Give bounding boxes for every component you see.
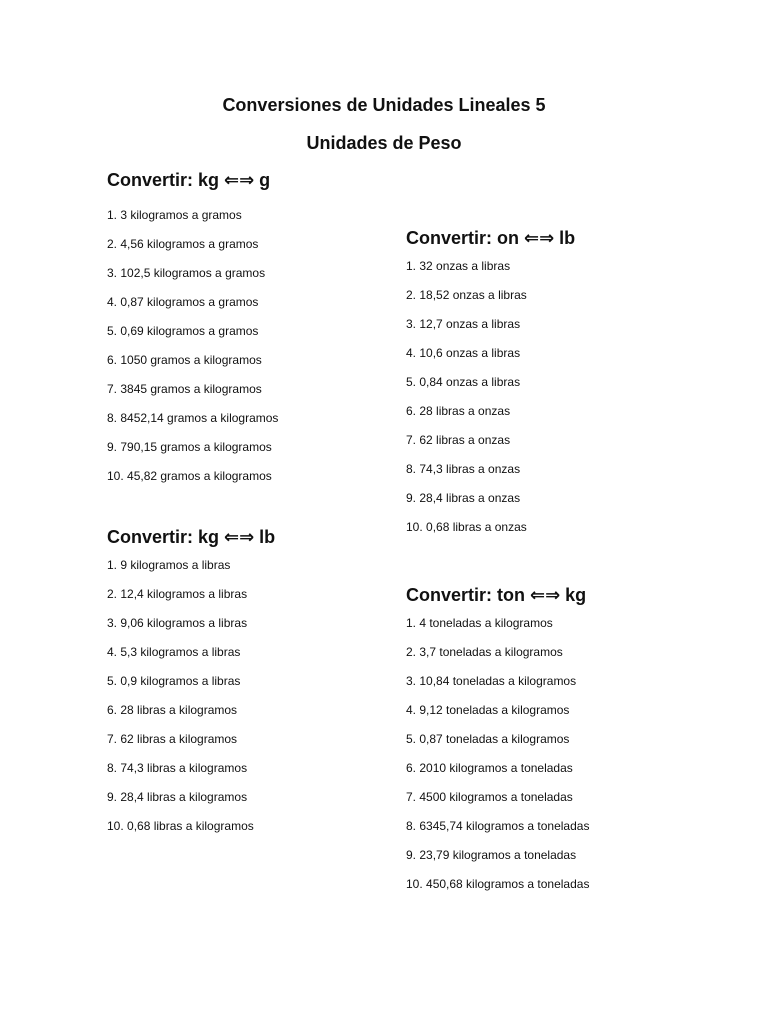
document-subtitle: Unidades de Peso xyxy=(306,133,462,153)
exercise-item: 10. 450,68 kilogramos a toneladas xyxy=(406,877,590,891)
exercise-item: 2. 18,52 onzas a libras xyxy=(406,288,527,302)
exercise-item: 8. 8452,14 gramos a kilogramos xyxy=(107,411,279,425)
exercise-item: 1. 9 kilogramos a libras xyxy=(107,558,231,572)
exercise-item: 4. 0,87 kilogramos a gramos xyxy=(107,295,259,309)
exercise-item: 5. 0,9 kilogramos a libras xyxy=(107,674,241,688)
section-ton-kg xyxy=(406,583,736,899)
exercise-item: 8. 74,3 libras a kilogramos xyxy=(107,761,248,775)
exercise-item: 9. 23,79 kilogramos a toneladas xyxy=(406,848,577,862)
exercise-item: 3. 9,06 kilogramos a libras xyxy=(107,616,248,630)
exercise-item: 6. 28 libras a kilogramos xyxy=(107,703,238,717)
exercise-item: 3. 10,84 toneladas a kilogramos xyxy=(406,674,577,688)
exercise-item: 7. 4500 kilogramos a toneladas xyxy=(406,790,573,804)
exercise-item: 3. 102,5 kilogramos a gramos xyxy=(107,266,266,280)
exercise-item: 5. 0,87 toneladas a kilogramos xyxy=(406,732,570,746)
exercise-item: 2. 4,56 kilogramos a gramos xyxy=(107,237,259,251)
exercise-item: 5. 0,69 kilogramos a gramos xyxy=(107,324,259,338)
section-kg-g xyxy=(107,168,437,491)
exercise-item: 4. 9,12 toneladas a kilogramos xyxy=(406,703,570,717)
document-title: Conversiones de Unidades Lineales 5 xyxy=(222,95,546,115)
exercise-item: 7. 62 libras a onzas xyxy=(406,433,511,447)
exercise-list xyxy=(107,201,437,491)
exercise-item: 9. 28,4 libras a onzas xyxy=(406,491,521,505)
exercise-item: 9. 28,4 libras a kilogramos xyxy=(107,790,248,804)
exercise-item: 6. 28 libras a onzas xyxy=(406,404,511,418)
exercise-item: 4. 5,3 kilogramos a libras xyxy=(107,645,241,659)
exercise-item: 1. 4 toneladas a kilogramos xyxy=(406,616,553,630)
exercise-item: 1. 32 onzas a libras xyxy=(406,259,511,273)
section-heading: Convertir: kg ⇐⇒ lb xyxy=(107,527,276,547)
exercise-item: 10. 0,68 libras a onzas xyxy=(406,520,527,534)
exercise-list xyxy=(406,609,736,899)
exercise-item: 1. 3 kilogramos a gramos xyxy=(107,208,242,222)
exercise-item: 4. 10,6 onzas a libras xyxy=(406,346,521,360)
section-heading: Convertir: kg ⇐⇒ g xyxy=(107,170,271,190)
exercise-item: 5. 0,84 onzas a libras xyxy=(406,375,521,389)
exercise-item: 2. 12,4 kilogramos a libras xyxy=(107,587,248,601)
exercise-item: 9. 790,15 gramos a kilogramos xyxy=(107,440,272,454)
exercise-item: 6. 2010 kilogramos a toneladas xyxy=(406,761,573,775)
section-heading: Convertir: on ⇐⇒ lb xyxy=(406,228,576,248)
section-on-lb xyxy=(406,226,736,542)
exercise-item: 10. 0,68 libras a kilogramos xyxy=(107,819,254,833)
exercise-item: 7. 3845 gramos a kilogramos xyxy=(107,382,262,396)
exercise-item: 7. 62 libras a kilogramos xyxy=(107,732,238,746)
exercise-item: 2. 3,7 toneladas a kilogramos xyxy=(406,645,563,659)
section-kg-lb xyxy=(107,525,437,841)
exercise-item: 10. 45,82 gramos a kilogramos xyxy=(107,469,272,483)
section-heading: Convertir: ton ⇐⇒ kg xyxy=(406,585,587,605)
exercise-item: 8. 74,3 libras a onzas xyxy=(406,462,521,476)
exercise-item: 8. 6345,74 kilogramos a toneladas xyxy=(406,819,590,833)
exercise-list xyxy=(406,252,736,542)
exercise-item: 3. 12,7 onzas a libras xyxy=(406,317,521,331)
exercise-item: 6. 1050 gramos a kilogramos xyxy=(107,353,262,367)
exercise-list xyxy=(107,551,437,841)
